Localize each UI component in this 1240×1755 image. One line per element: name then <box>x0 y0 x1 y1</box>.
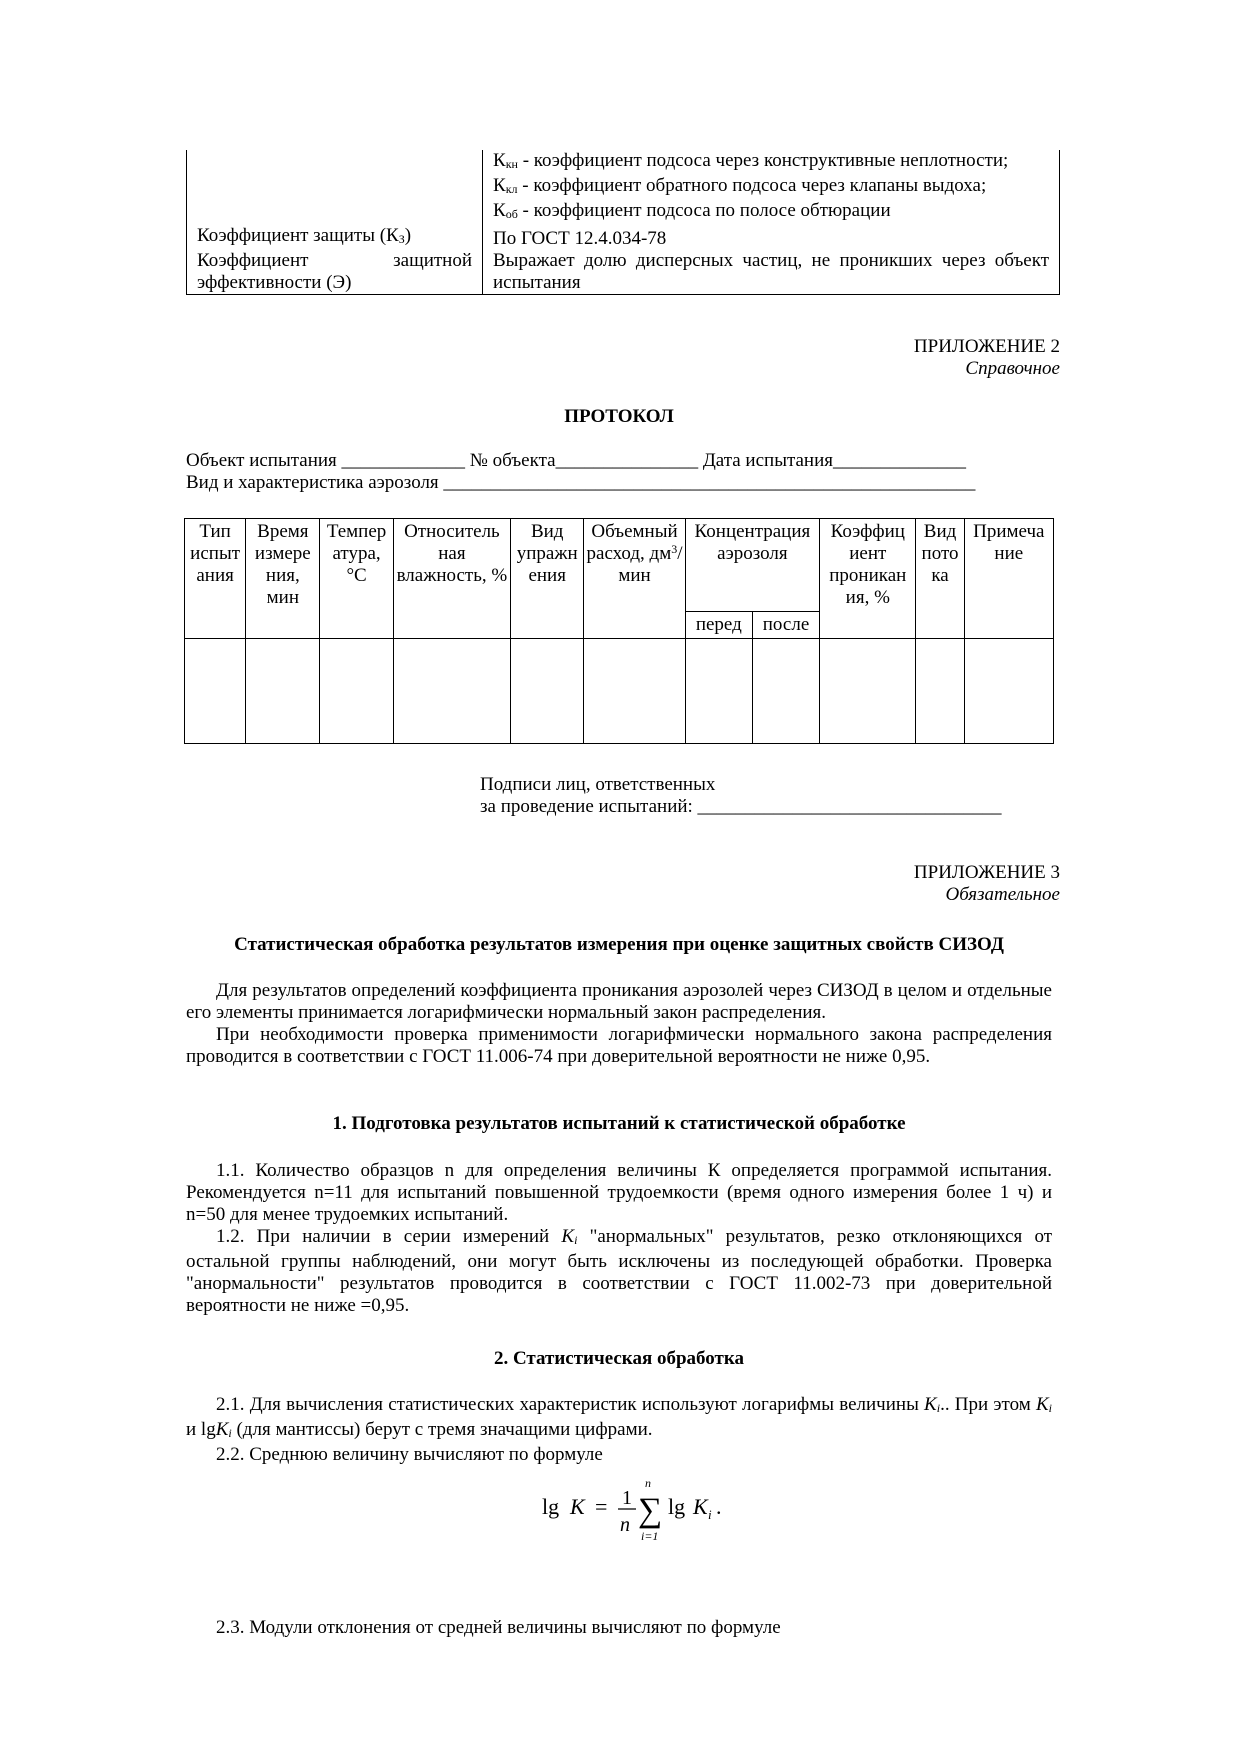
formula-sum-upper: n <box>645 1476 651 1490</box>
section-2-title: 2. Статистическая обработка <box>493 1348 745 1369</box>
protocol-heading: ПРОТОКОЛ <box>564 406 674 427</box>
signature-line-1: Подписи лиц, ответственных <box>480 774 716 795</box>
intro-paragraphs <box>186 980 1052 1068</box>
formula-lg2: lg <box>668 1494 686 1519</box>
section-2-paragraph-3-wrap <box>186 1617 1052 1639</box>
header-test-type: Тип испыт ания <box>185 519 246 639</box>
table-cell <box>511 639 584 744</box>
header-measure-time: Время измере ния, мин <box>246 519 320 639</box>
intro-paragraph-2: При необходимости проверка применимости логарифмически нормального закона распределения проводится в соответствии с ГОСТ 11.006-74 при доверительной вероятности не ниже 0,95. <box>186 1024 1052 1067</box>
definitions-cell-kob: $К_{об}$ - коэффициент подсоса по полосе обтюрации <box>483 200 1060 225</box>
formula-Ki-index: i <box>708 1507 712 1522</box>
table-cell <box>964 639 1053 744</box>
protocol-table <box>184 518 1054 744</box>
protocol-object-line: Объект испытания _____________ № объекта_______________ Дата испытания______________ <box>186 450 967 471</box>
header-after: после <box>752 612 819 639</box>
definitions-cell-kkl: $К_{кл}$ - коэффициент обратного подсоса через клапаны выдоха; <box>483 175 1060 200</box>
formula-dot: . <box>716 1494 722 1519</box>
protection-coefficient-value: По ГОСТ 12.4.034-78 <box>483 225 1060 250</box>
formula-sigma-icon: ∑ <box>638 1492 663 1529</box>
appendix-2-subtitle: Справочное <box>965 358 1060 379</box>
formula-equals: = <box>595 1494 608 1519</box>
header-penetration: Коэффиц иент проникан ия, % <box>820 519 916 639</box>
definitions-cell-empty <box>187 150 483 175</box>
signature-line-2: за проведение испытаний: ________________________________ <box>480 796 1002 817</box>
table-cell <box>820 639 916 744</box>
table-cell <box>185 639 246 744</box>
header-exercise: Вид упражн ения <box>511 519 584 639</box>
header-before: перед <box>685 612 752 639</box>
definitions-table <box>186 150 1060 295</box>
formula-K: K <box>570 1494 585 1519</box>
section-2-body <box>186 1394 1052 1466</box>
formula-sum-lower: i=1 <box>641 1529 659 1543</box>
formula-numerator: 1 <box>622 1487 632 1509</box>
header-humidity: Относитель ная влажность, % <box>393 519 510 639</box>
efficiency-label: Коэффициент защитной эффективности (Э) <box>187 250 483 295</box>
table-cell <box>916 639 964 744</box>
section-2-paragraph-2: 2.2. Среднюю величину вычисляют по формуле <box>216 1444 603 1465</box>
header-temperature: Темпер атура, °С <box>320 519 393 639</box>
header-note: Примеча ние <box>964 519 1053 639</box>
intro-paragraph-1: Для результатов определений коэффициента проникания аэрозолей через СИЗОД в целом и отдельные его элементы принимается логарифмически нормальный закон распределения. <box>186 980 1052 1023</box>
section-1-paragraph-2: 1.2. При наличии в серии измерений $K_i$ "анормальных" результатов, резко отклоняющихся от остальной группы наблюдений, они могут быть исключены из последующей обработки. Проверка "анормальности" результатов проводится в соответствии с ГОСТ 11.002-73 при доверительной вероятности не ниже =0,95. <box>186 1226 1052 1316</box>
header-flow-type: Вид пото ка <box>916 519 964 639</box>
table-cell <box>685 639 752 744</box>
formula-lg: lg <box>542 1494 560 1519</box>
table-cell <box>752 639 819 744</box>
appendix-2-title: ПРИЛОЖЕНИЕ 2 <box>913 336 1060 357</box>
section-2-paragraph-1: 2.1. Для вычисления статистических характеристик используют логарифмы величины $K_i$.. При этом $K_i$ и lgK$_i$ (для мантиссы) берут с тремя значащими цифрами. <box>186 1394 1053 1440</box>
formula-Ki: K <box>693 1494 708 1519</box>
appendix-3-subtitle: Обязательное <box>945 884 1060 905</box>
section-2-paragraph-3: 2.3. Модули отклонения от средней величины вычисляют по формуле <box>216 1617 781 1638</box>
table-cell <box>320 639 393 744</box>
protection-coefficient-label: Коэффициент защиты $(К_З)$ <box>187 225 483 250</box>
section-title: Статистическая обработка результатов измерения при оценке защитных свойств СИЗОД <box>234 934 1004 955</box>
formula-denominator: n <box>620 1514 630 1536</box>
section-1-paragraph-1: 1.1. Количество образцов n для определения величины К определяется программой испытания. Рекомендуется n=11 для испытаний повышенной трудоемкости (время одного измерения более 1 ч) и n=50 для менее трудоемких испытаний. <box>186 1160 1052 1225</box>
header-concentration: Концентрация аэрозоля <box>685 519 819 612</box>
appendix-3-title: ПРИЛОЖЕНИЕ 3 <box>913 862 1060 883</box>
table-cell <box>246 639 320 744</box>
protocol-aerosol-line: Вид и характеристика аэрозоля ________________________________________________________ <box>186 472 976 493</box>
header-flow-rate: Объемный расход, $дм^3$/мин <box>584 519 685 639</box>
efficiency-value: Выражает долю дисперсных частиц, не проникших через объект испытания <box>483 250 1060 295</box>
table-cell <box>393 639 510 744</box>
mean-formula <box>540 1470 740 1550</box>
section-1-title: 1. Подготовка результатов испытаний к статистической обработке <box>332 1113 906 1134</box>
section-1-body <box>186 1160 1052 1317</box>
definitions-cell-kkn: $К_{кн}$ - коэффициент подсоса через конструктивные неплотности; <box>483 150 1060 175</box>
table-cell <box>584 639 685 744</box>
